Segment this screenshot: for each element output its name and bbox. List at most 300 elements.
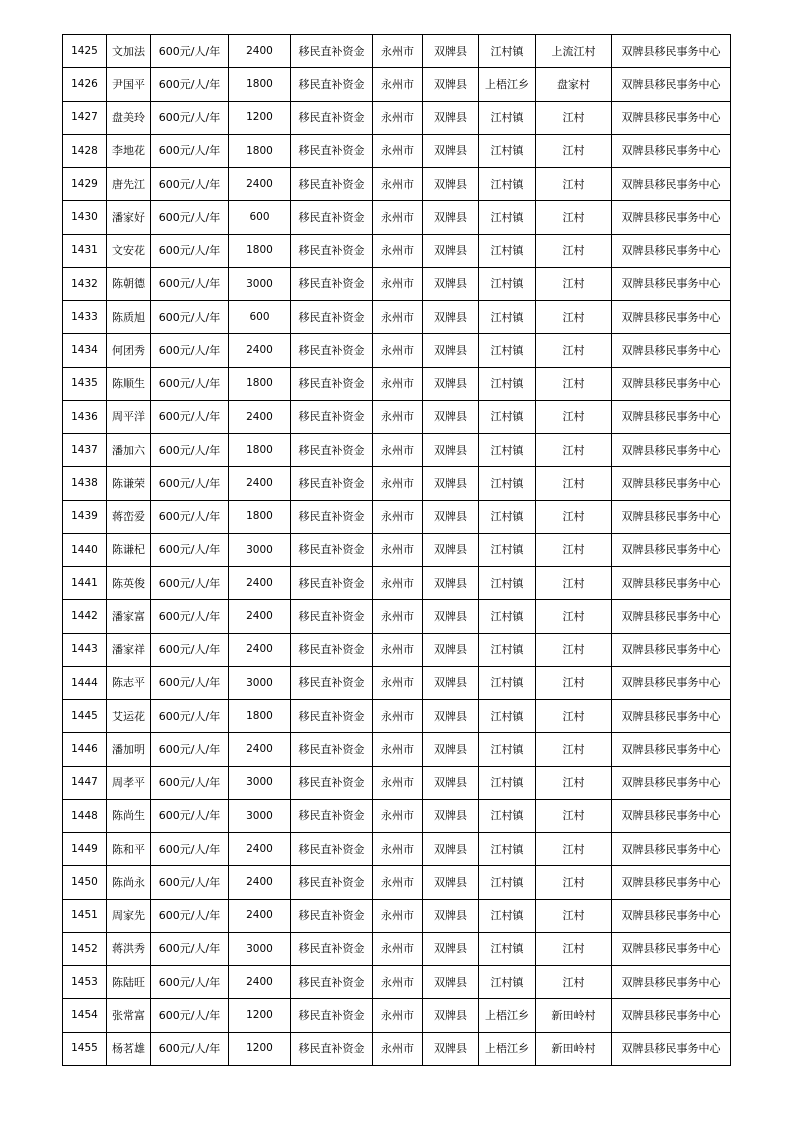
cell-village: 江村	[536, 600, 612, 633]
table-row	[63, 733, 731, 766]
cell-county: 双牌县	[423, 567, 479, 600]
table-row	[63, 999, 731, 1032]
cell-issuing-agency: 双牌县移民事务中心	[612, 35, 731, 68]
cell-recipient-name: 陈和平	[107, 833, 151, 866]
cell-township: 江村镇	[479, 334, 536, 367]
cell-subsidy-standard: 600元/人/年	[151, 334, 229, 367]
cell-amount: 3000	[229, 533, 291, 566]
cell-subsidy-standard: 600元/人/年	[151, 700, 229, 733]
table-row	[63, 833, 731, 866]
cell-city: 永州市	[373, 68, 423, 101]
cell-amount: 2400	[229, 966, 291, 999]
cell-recipient-name: 盘美玲	[107, 101, 151, 134]
cell-county: 双牌县	[423, 600, 479, 633]
cell-subsidy-standard: 600元/人/年	[151, 134, 229, 167]
cell-county: 双牌县	[423, 500, 479, 533]
cell-amount: 3000	[229, 267, 291, 300]
cell-county: 双牌县	[423, 666, 479, 699]
cell-village: 江村	[536, 932, 612, 965]
cell-fund-type: 移民直补资金	[291, 799, 373, 832]
cell-county: 双牌县	[423, 35, 479, 68]
cell-village: 江村	[536, 733, 612, 766]
table-row	[63, 68, 731, 101]
cell-city: 永州市	[373, 400, 423, 433]
cell-city: 永州市	[373, 966, 423, 999]
cell-fund-type: 移民直补资金	[291, 168, 373, 201]
cell-county: 双牌县	[423, 467, 479, 500]
cell-amount: 1200	[229, 999, 291, 1032]
cell-serial-number: 1440	[63, 533, 107, 566]
cell-serial-number: 1438	[63, 467, 107, 500]
cell-township: 江村镇	[479, 966, 536, 999]
cell-fund-type: 移民直补资金	[291, 301, 373, 334]
cell-subsidy-standard: 600元/人/年	[151, 367, 229, 400]
cell-serial-number: 1454	[63, 999, 107, 1032]
cell-issuing-agency: 双牌县移民事务中心	[612, 766, 731, 799]
cell-city: 永州市	[373, 1032, 423, 1065]
table-row	[63, 567, 731, 600]
cell-township: 江村镇	[479, 101, 536, 134]
cell-village: 江村	[536, 134, 612, 167]
cell-township: 江村镇	[479, 400, 536, 433]
cell-issuing-agency: 双牌县移民事务中心	[612, 234, 731, 267]
cell-fund-type: 移民直补资金	[291, 500, 373, 533]
cell-fund-type: 移民直补资金	[291, 700, 373, 733]
cell-recipient-name: 潘家好	[107, 201, 151, 234]
cell-recipient-name: 潘加六	[107, 434, 151, 467]
cell-issuing-agency: 双牌县移民事务中心	[612, 1032, 731, 1065]
cell-issuing-agency: 双牌县移民事务中心	[612, 500, 731, 533]
cell-county: 双牌县	[423, 833, 479, 866]
cell-subsidy-standard: 600元/人/年	[151, 567, 229, 600]
cell-serial-number: 1452	[63, 932, 107, 965]
cell-issuing-agency: 双牌县移民事务中心	[612, 201, 731, 234]
cell-recipient-name: 尹国平	[107, 68, 151, 101]
cell-township: 江村镇	[479, 766, 536, 799]
cell-township: 江村镇	[479, 932, 536, 965]
table-row	[63, 932, 731, 965]
cell-fund-type: 移民直补资金	[291, 1032, 373, 1065]
cell-amount: 1800	[229, 434, 291, 467]
cell-subsidy-standard: 600元/人/年	[151, 1032, 229, 1065]
document-sheet	[62, 34, 730, 1066]
cell-amount: 600	[229, 201, 291, 234]
cell-subsidy-standard: 600元/人/年	[151, 467, 229, 500]
cell-county: 双牌县	[423, 899, 479, 932]
cell-serial-number: 1442	[63, 600, 107, 633]
cell-amount: 3000	[229, 666, 291, 699]
table-body	[63, 35, 731, 1066]
cell-recipient-name: 李地花	[107, 134, 151, 167]
cell-recipient-name: 唐先江	[107, 168, 151, 201]
cell-village: 江村	[536, 533, 612, 566]
cell-county: 双牌县	[423, 932, 479, 965]
cell-amount: 2400	[229, 833, 291, 866]
cell-county: 双牌县	[423, 733, 479, 766]
cell-city: 永州市	[373, 700, 423, 733]
cell-subsidy-standard: 600元/人/年	[151, 633, 229, 666]
cell-amount: 2400	[229, 467, 291, 500]
cell-subsidy-standard: 600元/人/年	[151, 434, 229, 467]
cell-issuing-agency: 双牌县移民事务中心	[612, 467, 731, 500]
cell-fund-type: 移民直补资金	[291, 999, 373, 1032]
cell-recipient-name: 陈陆旺	[107, 966, 151, 999]
cell-county: 双牌县	[423, 966, 479, 999]
cell-fund-type: 移民直补资金	[291, 201, 373, 234]
cell-recipient-name: 陈尚生	[107, 799, 151, 832]
cell-issuing-agency: 双牌县移民事务中心	[612, 134, 731, 167]
cell-recipient-name: 陈志平	[107, 666, 151, 699]
cell-village: 江村	[536, 766, 612, 799]
cell-city: 永州市	[373, 134, 423, 167]
cell-county: 双牌县	[423, 301, 479, 334]
cell-subsidy-standard: 600元/人/年	[151, 267, 229, 300]
table-row	[63, 600, 731, 633]
cell-county: 双牌县	[423, 799, 479, 832]
table-row	[63, 101, 731, 134]
cell-city: 永州市	[373, 600, 423, 633]
table-row	[63, 666, 731, 699]
cell-township: 江村镇	[479, 434, 536, 467]
cell-recipient-name: 潘加明	[107, 733, 151, 766]
cell-amount: 1800	[229, 234, 291, 267]
cell-amount: 2400	[229, 168, 291, 201]
cell-serial-number: 1453	[63, 966, 107, 999]
cell-amount: 3000	[229, 799, 291, 832]
cell-issuing-agency: 双牌县移民事务中心	[612, 999, 731, 1032]
cell-amount: 1800	[229, 134, 291, 167]
cell-recipient-name: 周家先	[107, 899, 151, 932]
cell-subsidy-standard: 600元/人/年	[151, 666, 229, 699]
cell-county: 双牌县	[423, 1032, 479, 1065]
cell-issuing-agency: 双牌县移民事务中心	[612, 799, 731, 832]
cell-township: 上梧江乡	[479, 68, 536, 101]
cell-county: 双牌县	[423, 866, 479, 899]
cell-city: 永州市	[373, 567, 423, 600]
cell-amount: 3000	[229, 932, 291, 965]
cell-township: 上梧江乡	[479, 1032, 536, 1065]
cell-serial-number: 1429	[63, 168, 107, 201]
cell-village: 江村	[536, 467, 612, 500]
cell-township: 江村镇	[479, 367, 536, 400]
cell-city: 永州市	[373, 35, 423, 68]
cell-recipient-name: 蒋洪秀	[107, 932, 151, 965]
cell-serial-number: 1450	[63, 866, 107, 899]
cell-recipient-name: 周孝平	[107, 766, 151, 799]
cell-amount: 2400	[229, 633, 291, 666]
cell-county: 双牌县	[423, 400, 479, 433]
cell-village: 江村	[536, 367, 612, 400]
cell-village: 江村	[536, 500, 612, 533]
cell-township: 江村镇	[479, 600, 536, 633]
cell-city: 永州市	[373, 899, 423, 932]
cell-recipient-name: 陈质旭	[107, 301, 151, 334]
cell-city: 永州市	[373, 833, 423, 866]
cell-county: 双牌县	[423, 999, 479, 1032]
cell-serial-number: 1434	[63, 334, 107, 367]
cell-county: 双牌县	[423, 267, 479, 300]
cell-village: 江村	[536, 633, 612, 666]
cell-village: 江村	[536, 168, 612, 201]
cell-township: 江村镇	[479, 168, 536, 201]
cell-city: 永州市	[373, 467, 423, 500]
cell-city: 永州市	[373, 733, 423, 766]
cell-fund-type: 移民直补资金	[291, 766, 373, 799]
cell-county: 双牌县	[423, 334, 479, 367]
cell-township: 江村镇	[479, 567, 536, 600]
cell-issuing-agency: 双牌县移民事务中心	[612, 633, 731, 666]
cell-serial-number: 1439	[63, 500, 107, 533]
cell-fund-type: 移民直补资金	[291, 733, 373, 766]
cell-issuing-agency: 双牌县移民事务中心	[612, 966, 731, 999]
cell-city: 永州市	[373, 866, 423, 899]
cell-serial-number: 1430	[63, 201, 107, 234]
cell-recipient-name: 周平洋	[107, 400, 151, 433]
cell-issuing-agency: 双牌县移民事务中心	[612, 334, 731, 367]
cell-county: 双牌县	[423, 168, 479, 201]
table-row	[63, 35, 731, 68]
cell-issuing-agency: 双牌县移民事务中心	[612, 168, 731, 201]
cell-village: 江村	[536, 899, 612, 932]
cell-county: 双牌县	[423, 633, 479, 666]
cell-township: 上梧江乡	[479, 999, 536, 1032]
cell-recipient-name: 何团秀	[107, 334, 151, 367]
cell-serial-number: 1432	[63, 267, 107, 300]
cell-subsidy-standard: 600元/人/年	[151, 101, 229, 134]
cell-issuing-agency: 双牌县移民事务中心	[612, 367, 731, 400]
cell-city: 永州市	[373, 301, 423, 334]
cell-city: 永州市	[373, 101, 423, 134]
cell-county: 双牌县	[423, 367, 479, 400]
cell-fund-type: 移民直补资金	[291, 666, 373, 699]
cell-subsidy-standard: 600元/人/年	[151, 932, 229, 965]
cell-fund-type: 移民直补资金	[291, 567, 373, 600]
cell-amount: 2400	[229, 600, 291, 633]
subsidy-table	[62, 34, 731, 1066]
cell-fund-type: 移民直补资金	[291, 833, 373, 866]
cell-village: 江村	[536, 700, 612, 733]
cell-recipient-name: 张常富	[107, 999, 151, 1032]
cell-city: 永州市	[373, 799, 423, 832]
table-row	[63, 267, 731, 300]
table-row	[63, 633, 731, 666]
cell-village: 新田岭村	[536, 1032, 612, 1065]
cell-subsidy-standard: 600元/人/年	[151, 833, 229, 866]
table-row	[63, 766, 731, 799]
cell-issuing-agency: 双牌县移民事务中心	[612, 733, 731, 766]
cell-fund-type: 移民直补资金	[291, 966, 373, 999]
cell-fund-type: 移民直补资金	[291, 68, 373, 101]
cell-subsidy-standard: 600元/人/年	[151, 766, 229, 799]
cell-township: 江村镇	[479, 234, 536, 267]
cell-serial-number: 1427	[63, 101, 107, 134]
cell-city: 永州市	[373, 666, 423, 699]
cell-serial-number: 1449	[63, 833, 107, 866]
cell-recipient-name: 杨茗雄	[107, 1032, 151, 1065]
cell-fund-type: 移民直补资金	[291, 101, 373, 134]
cell-subsidy-standard: 600元/人/年	[151, 168, 229, 201]
cell-city: 永州市	[373, 999, 423, 1032]
cell-recipient-name: 陈谦荣	[107, 467, 151, 500]
cell-fund-type: 移民直补资金	[291, 267, 373, 300]
cell-village: 江村	[536, 833, 612, 866]
cell-county: 双牌县	[423, 700, 479, 733]
cell-issuing-agency: 双牌县移民事务中心	[612, 267, 731, 300]
cell-village: 江村	[536, 101, 612, 134]
cell-township: 江村镇	[479, 533, 536, 566]
table-row	[63, 234, 731, 267]
cell-recipient-name: 陈朝德	[107, 267, 151, 300]
cell-fund-type: 移民直补资金	[291, 932, 373, 965]
cell-serial-number: 1443	[63, 633, 107, 666]
cell-issuing-agency: 双牌县移民事务中心	[612, 866, 731, 899]
table-row	[63, 400, 731, 433]
cell-amount: 1800	[229, 367, 291, 400]
cell-issuing-agency: 双牌县移民事务中心	[612, 533, 731, 566]
cell-amount: 2400	[229, 733, 291, 766]
cell-subsidy-standard: 600元/人/年	[151, 301, 229, 334]
cell-serial-number: 1433	[63, 301, 107, 334]
cell-county: 双牌县	[423, 101, 479, 134]
table-row	[63, 966, 731, 999]
cell-city: 永州市	[373, 533, 423, 566]
table-row	[63, 434, 731, 467]
cell-subsidy-standard: 600元/人/年	[151, 35, 229, 68]
cell-recipient-name: 陈尚永	[107, 866, 151, 899]
cell-county: 双牌县	[423, 766, 479, 799]
cell-township: 江村镇	[479, 833, 536, 866]
cell-recipient-name: 文加法	[107, 35, 151, 68]
cell-subsidy-standard: 600元/人/年	[151, 866, 229, 899]
cell-township: 江村镇	[479, 201, 536, 234]
cell-issuing-agency: 双牌县移民事务中心	[612, 700, 731, 733]
cell-township: 江村镇	[479, 267, 536, 300]
cell-fund-type: 移民直补资金	[291, 600, 373, 633]
cell-city: 永州市	[373, 367, 423, 400]
cell-city: 永州市	[373, 334, 423, 367]
cell-fund-type: 移民直补资金	[291, 35, 373, 68]
cell-amount: 1200	[229, 101, 291, 134]
cell-serial-number: 1444	[63, 666, 107, 699]
cell-serial-number: 1451	[63, 899, 107, 932]
cell-recipient-name: 文安花	[107, 234, 151, 267]
cell-fund-type: 移民直补资金	[291, 533, 373, 566]
cell-subsidy-standard: 600元/人/年	[151, 733, 229, 766]
cell-subsidy-standard: 600元/人/年	[151, 234, 229, 267]
cell-issuing-agency: 双牌县移民事务中心	[612, 434, 731, 467]
cell-subsidy-standard: 600元/人/年	[151, 799, 229, 832]
cell-village: 江村	[536, 201, 612, 234]
cell-county: 双牌县	[423, 68, 479, 101]
cell-county: 双牌县	[423, 234, 479, 267]
table-row	[63, 201, 731, 234]
cell-subsidy-standard: 600元/人/年	[151, 400, 229, 433]
cell-amount: 1800	[229, 700, 291, 733]
table-row	[63, 533, 731, 566]
cell-village: 上流江村	[536, 35, 612, 68]
cell-issuing-agency: 双牌县移民事务中心	[612, 666, 731, 699]
cell-recipient-name: 陈谦杞	[107, 533, 151, 566]
cell-township: 江村镇	[479, 500, 536, 533]
cell-township: 江村镇	[479, 866, 536, 899]
cell-township: 江村镇	[479, 134, 536, 167]
cell-village: 江村	[536, 267, 612, 300]
cell-village: 江村	[536, 966, 612, 999]
cell-county: 双牌县	[423, 201, 479, 234]
cell-county: 双牌县	[423, 134, 479, 167]
cell-township: 江村镇	[479, 733, 536, 766]
cell-subsidy-standard: 600元/人/年	[151, 500, 229, 533]
cell-village: 江村	[536, 567, 612, 600]
cell-fund-type: 移民直补资金	[291, 434, 373, 467]
cell-amount: 2400	[229, 334, 291, 367]
cell-fund-type: 移民直补资金	[291, 866, 373, 899]
cell-fund-type: 移民直补资金	[291, 367, 373, 400]
cell-township: 江村镇	[479, 467, 536, 500]
cell-city: 永州市	[373, 234, 423, 267]
cell-township: 江村镇	[479, 666, 536, 699]
table-row	[63, 168, 731, 201]
cell-serial-number: 1431	[63, 234, 107, 267]
cell-amount: 2400	[229, 35, 291, 68]
cell-serial-number: 1447	[63, 766, 107, 799]
cell-serial-number: 1425	[63, 35, 107, 68]
cell-township: 江村镇	[479, 35, 536, 68]
cell-recipient-name: 潘家祥	[107, 633, 151, 666]
cell-amount: 3000	[229, 766, 291, 799]
cell-village: 江村	[536, 301, 612, 334]
cell-recipient-name: 潘家富	[107, 600, 151, 633]
cell-village: 江村	[536, 666, 612, 699]
cell-amount: 2400	[229, 866, 291, 899]
cell-serial-number: 1428	[63, 134, 107, 167]
cell-fund-type: 移民直补资金	[291, 234, 373, 267]
cell-city: 永州市	[373, 267, 423, 300]
cell-subsidy-standard: 600元/人/年	[151, 899, 229, 932]
cell-village: 江村	[536, 334, 612, 367]
cell-fund-type: 移民直补资金	[291, 899, 373, 932]
cell-amount: 2400	[229, 899, 291, 932]
table-row	[63, 700, 731, 733]
cell-fund-type: 移民直补资金	[291, 633, 373, 666]
cell-village: 盘家村	[536, 68, 612, 101]
cell-issuing-agency: 双牌县移民事务中心	[612, 833, 731, 866]
cell-serial-number: 1441	[63, 567, 107, 600]
cell-city: 永州市	[373, 766, 423, 799]
cell-city: 永州市	[373, 201, 423, 234]
cell-fund-type: 移民直补资金	[291, 134, 373, 167]
table-row	[63, 301, 731, 334]
cell-city: 永州市	[373, 434, 423, 467]
cell-recipient-name: 艾运花	[107, 700, 151, 733]
cell-village: 江村	[536, 400, 612, 433]
cell-county: 双牌县	[423, 434, 479, 467]
table-row	[63, 134, 731, 167]
cell-city: 永州市	[373, 168, 423, 201]
cell-serial-number: 1437	[63, 434, 107, 467]
cell-recipient-name: 陈顺生	[107, 367, 151, 400]
cell-amount: 2400	[229, 567, 291, 600]
cell-issuing-agency: 双牌县移民事务中心	[612, 600, 731, 633]
cell-amount: 1800	[229, 500, 291, 533]
cell-serial-number: 1455	[63, 1032, 107, 1065]
cell-city: 永州市	[373, 500, 423, 533]
cell-issuing-agency: 双牌县移民事务中心	[612, 68, 731, 101]
cell-township: 江村镇	[479, 301, 536, 334]
cell-subsidy-standard: 600元/人/年	[151, 68, 229, 101]
cell-amount: 1200	[229, 1032, 291, 1065]
cell-township: 江村镇	[479, 799, 536, 832]
